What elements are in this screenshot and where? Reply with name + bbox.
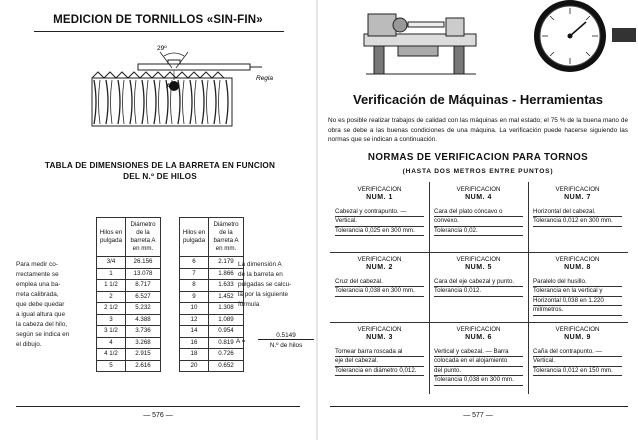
cell-hilos: 7 (180, 268, 209, 280)
verification-text-line: del punto. (434, 367, 523, 377)
left-note-line: rrectamente se (16, 271, 59, 278)
right-page-title: Verificación de Máquinas - Herramientas (353, 92, 603, 107)
verification-cell (333, 326, 426, 376)
right-note-line: fórmula (238, 301, 260, 308)
right-note-line: la por la siguiente (238, 291, 289, 298)
verification-heading: VERIFICACION (555, 186, 600, 193)
table-row (97, 314, 244, 326)
verification-text-line: Vertical. (533, 357, 622, 367)
header-hilos-2: Hilos en pulgada (180, 218, 209, 257)
cell-hilos: 18 (180, 349, 209, 361)
verification-cell (531, 186, 624, 227)
dial-gauge-illustration (508, 0, 638, 80)
verification-text-line: convexo. (434, 217, 523, 227)
cell-hilos: 20 (180, 360, 209, 372)
table-row (97, 257, 244, 269)
right-note (238, 260, 314, 310)
formula-numerator: 0.5149 (258, 332, 314, 340)
cell-hilos: 4 1/2 (97, 349, 126, 361)
table-row (97, 303, 244, 315)
verification-number: NUM. 1 (366, 194, 393, 201)
verification-text-line: Vertical y cabezal. — Barra (434, 348, 523, 358)
cell-diametro: 3.268 (126, 337, 161, 349)
verification-cell (531, 326, 624, 376)
cell-diametro: 1.633 (209, 280, 244, 292)
table-row (97, 280, 244, 292)
verification-grid (330, 182, 628, 394)
verification-heading: VERIFICACION (456, 256, 501, 263)
cell-hilos: 1 1/2 (97, 280, 126, 292)
table-row (97, 337, 244, 349)
worm-screw-diagram (80, 40, 280, 140)
cell-diametro: 0.652 (209, 360, 244, 372)
page-number: — 577 — (463, 412, 493, 419)
cell-diametro: 5.232 (126, 303, 161, 315)
verification-tolerance: Tolerancia 0,012. (434, 287, 523, 297)
cell-hilos: 3 (97, 314, 126, 326)
table-title-line2: DEL N.º DE HILOS (123, 172, 197, 181)
verification-heading: VERIFICACION (456, 326, 501, 333)
table-row (97, 326, 244, 338)
cell-diametro: 0.954 (209, 326, 244, 338)
verification-heading: VERIFICACION (357, 256, 402, 263)
right-note-line: pulgadas se calcu- (238, 281, 292, 288)
cell-hilos: 9 (180, 291, 209, 303)
cell-diametro: 1.452 (209, 291, 244, 303)
header-diametro-1: Diámetro de la barreta A en mm. (126, 218, 161, 257)
left-note-line: la cabeza del hilo, (16, 321, 68, 328)
cell-hilos: 5 (97, 360, 126, 372)
cell-hilos: 1 (97, 268, 126, 280)
cell-hilos: 4 (97, 337, 126, 349)
cell-diametro: 6.527 (126, 291, 161, 303)
title-underline (34, 31, 284, 32)
formula-lhs: A = (236, 338, 246, 345)
verification-heading: VERIFICACION (357, 326, 402, 333)
normas-title: NORMAS DE VERIFICACION PARA TORNOS (367, 152, 589, 163)
cell-diametro: 13.078 (126, 268, 161, 280)
cell-hilos: 8 (180, 280, 209, 292)
verification-cell (333, 256, 426, 297)
cell-diametro: 0.819 (209, 337, 244, 349)
table-row (97, 268, 244, 280)
verification-text-line: Tornear barra roscada al (335, 348, 424, 358)
verification-text-line: Cara del plato cóncavo o (434, 208, 523, 218)
table-title (40, 160, 280, 182)
verification-cell (432, 326, 525, 386)
verification-cell (333, 186, 426, 236)
cell-diametro: 4.388 (126, 314, 161, 326)
verification-number: NUM. 4 (465, 194, 492, 201)
verification-text-line: eje del cabezal. (335, 357, 424, 367)
verification-cell (432, 186, 525, 236)
table-row (97, 349, 244, 361)
verification-text-line: Caña del contrapunto. — (533, 348, 622, 358)
table-row (97, 291, 244, 303)
verification-tolerance: Tolerancia 0,025 en 300 mm. (335, 227, 424, 237)
cell-hilos: 3 1/2 (97, 326, 126, 338)
verification-number: NUM. 7 (564, 194, 591, 201)
verification-text-line: Paralelo del husillo. (533, 278, 622, 288)
table-row (97, 360, 244, 372)
cell-diametro: 1.308 (209, 303, 244, 315)
cell-diametro: 26.156 (126, 257, 161, 269)
verification-number: NUM. 5 (465, 264, 492, 271)
verification-text-line: Cara del eje cabezal y punto. (434, 278, 523, 288)
verification-text-line: Horizontal 0,038 en 1.220 (533, 297, 622, 307)
header-hilos-1: Hilos en pulgada (97, 218, 126, 257)
footer-rule (330, 406, 628, 407)
right-note-line: de la barreta en (238, 271, 283, 278)
verification-number: NUM. 6 (465, 334, 492, 341)
table-header-row (97, 218, 244, 257)
normas-subtitle: (HASTA DOS METROS ENTRE PUNTOS) (402, 168, 554, 175)
right-page (318, 0, 638, 440)
cell-hilos: 2 (97, 291, 126, 303)
cell-hilos: 6 (180, 257, 209, 269)
left-note-line: emplea una ba- (16, 281, 61, 288)
table-body (97, 257, 244, 372)
verification-text-line: Cruz del cabezal. (335, 278, 424, 288)
barreta-dimension-table (96, 217, 244, 372)
table-title-line1: TABLA DE DIMENSIONES DE LA BARRETA EN FUNCION (44, 161, 276, 170)
verification-tolerance: Tolerancia 0,012 en 150 mm. (533, 367, 622, 377)
a-label: A (166, 83, 171, 90)
verification-number: NUM. 2 (366, 264, 393, 271)
intro-paragraph: No es posible realizar trabajos de calidad con las máquinas en mal estado; el 75 % de la buena mano de obra se debe a las buenas condiciones de una máquina. La verificación puede hacerse siguiendo las normas que se indican a continuación. (328, 117, 628, 143)
verification-text-line: Vertical. (335, 217, 424, 227)
verification-heading: VERIFICACION (456, 186, 501, 193)
verification-number: NUM. 3 (366, 334, 393, 341)
verification-heading: VERIFICACION (357, 186, 402, 193)
verification-heading: VERIFICACION (555, 326, 600, 333)
angle-label: 29º (157, 45, 167, 52)
rule-label: Regla (256, 75, 273, 82)
footer-rule (16, 406, 300, 407)
verification-tolerance: Tolerancia 0,02. (434, 227, 523, 237)
verification-cell (531, 256, 624, 316)
verification-text-line: Tolerancia en la vertical y (533, 287, 622, 297)
verification-text-line: Horizontal del cabezal. (533, 208, 622, 218)
verification-number: NUM. 9 (564, 334, 591, 341)
verification-tolerance: Tolerancia en diámetro 0,012. (335, 367, 424, 377)
lathe-illustration (358, 0, 488, 80)
right-note-line: La dimensión A (238, 261, 282, 268)
formula-denominator: N.º de hilos (269, 342, 303, 349)
cell-diametro: 1.089 (209, 314, 244, 326)
verification-heading: VERIFICACION (555, 256, 600, 263)
cell-hilos: 12 (180, 314, 209, 326)
cell-diametro: 1.866 (209, 268, 244, 280)
page-number: — 576 — (143, 412, 173, 419)
verification-tolerance: Tolerancia 0,012 en 300 mm. (533, 217, 622, 227)
cell-diametro: 2.616 (126, 360, 161, 372)
verification-text-line: colocada en el alojamiento (434, 357, 523, 367)
left-page-title: MEDICION DE TORNILLOS «SIN-FIN» (53, 14, 263, 26)
verification-tolerance: Tolerancia 0,038 en 300 mm. (434, 376, 523, 386)
cell-diametro: 8.717 (126, 280, 161, 292)
cell-diametro: 0.726 (209, 349, 244, 361)
left-note (16, 260, 92, 350)
left-note-line: Para medir co- (16, 261, 58, 268)
left-note-line: el dibujo. (16, 341, 42, 348)
left-note-line: según se indica en (16, 331, 70, 338)
verification-number: NUM. 8 (564, 264, 591, 271)
cell-hilos: 3/4 (97, 257, 126, 269)
left-note-line: rreta calibrada, (16, 291, 59, 298)
cell-diametro: 2.179 (209, 257, 244, 269)
cell-hilos: 2 1/2 (97, 303, 126, 315)
header-diametro-2: Diámetro de la barreta A en mm. (209, 218, 244, 257)
cell-hilos: 10 (180, 303, 209, 315)
verification-text-line: milímetros. (533, 306, 622, 316)
cell-hilos: 16 (180, 337, 209, 349)
verification-text-line: Cabezal y contrapunto. — (335, 208, 424, 218)
cell-diametro: 3.736 (126, 326, 161, 338)
cell-diametro: 2.915 (126, 349, 161, 361)
left-note-line: que debe quedar (16, 301, 65, 308)
verification-cell (432, 256, 525, 297)
left-note-line: a igual altura que (16, 311, 66, 318)
cell-hilos: 14 (180, 326, 209, 338)
left-page (0, 0, 316, 440)
verification-tolerance: Tolerancia 0,038 en 300 mm. (335, 287, 424, 297)
